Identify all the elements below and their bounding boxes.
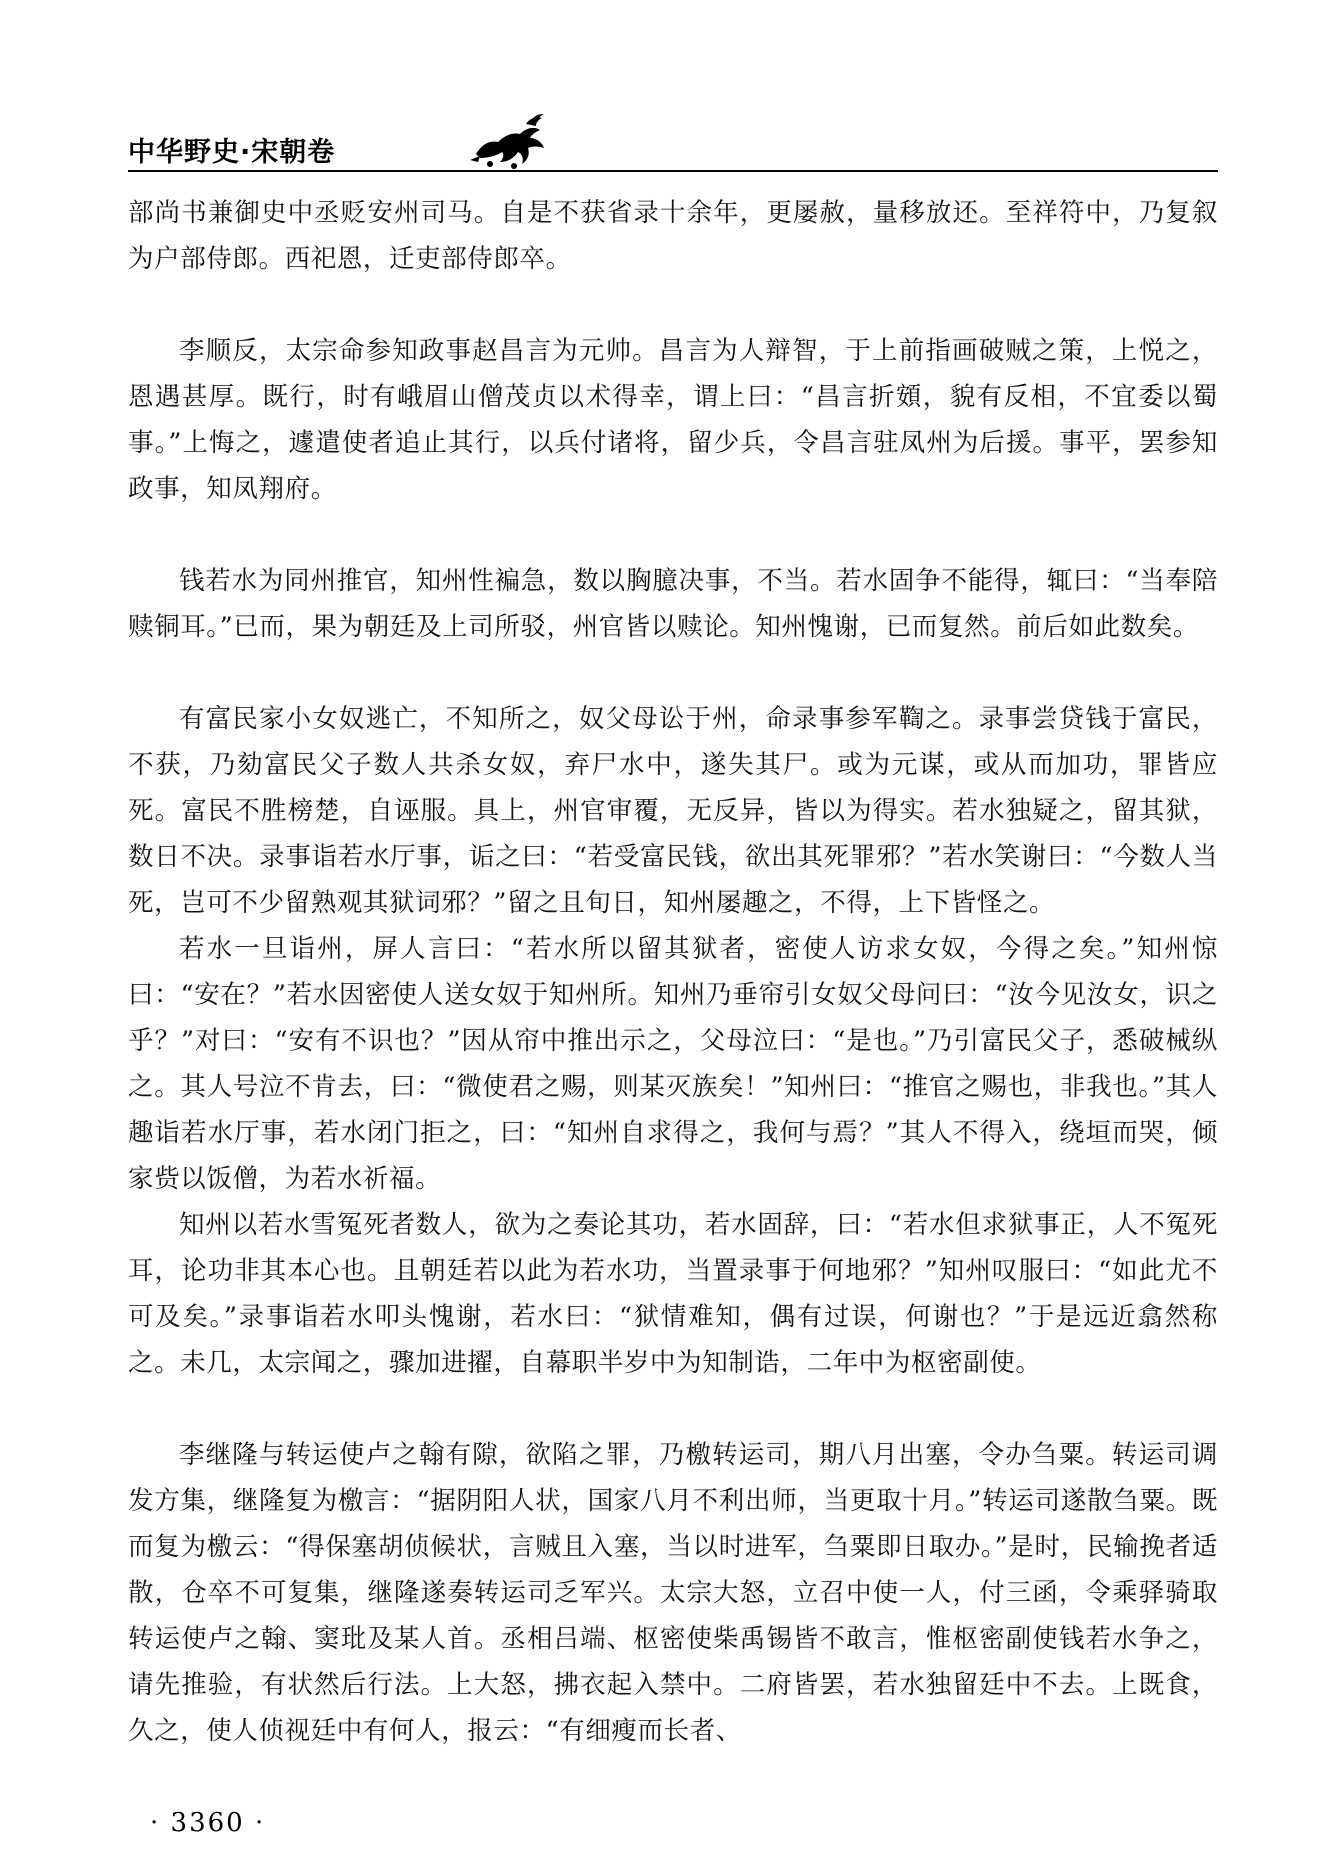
paragraph: 知州以若水雪冤死者数人，欲为之奏论其功，若水固辞，曰：“若水但求狱事正，人不冤死耳，论功非其本心也。且朝廷若以此为若水功，当置录事于何地邪？”知州叹服曰：“如此尤不可及矣。”录事诣若水叩头愧谢，若水曰：“狱情难知，偶有过误，何谢也？”于是远近翕然称之。未几，太宗闻之，骤加进擢，自幕职半岁中为知制诰，二年中为枢密副使。 bbox=[128, 1210, 1218, 1378]
book-title: 中华野史·宋朝卷 bbox=[128, 137, 336, 168]
paragraph: 钱若水为同州推官，知州性褊急，数以胸臆决事，不当。若水固争不能得，辄曰：“当奉陪赎铜耳。”已而，果为朝廷及上司所驳，州官皆以赎论。知州愧谢，已而复然。前后如此数矣。 bbox=[128, 566, 1218, 642]
paragraph: 有富民家小女奴逃亡，不知所之，奴父母讼于州，命录事参军鞫之。录事尝贷钱于富民，不获，乃劾富民父子数人共杀女奴，弃尸水中，遂失其尸。或为元谋，或从而加功，罪皆应死。富民不胜榜楚，自诬服。具上，州官审覆，无反异，皆以为得实。若水独疑之，留其狱，数日不决。录事诣若水厅事，诟之曰：“若受富民钱，欲出其死罪邪？”若水笑谢曰：“今数人当死，岂可不少留熟观其狱词邪？”留之且旬日，知州屡趣之，不得，上下皆怪之。 bbox=[128, 704, 1218, 918]
paragraph: 若水一旦诣州，屏人言曰：“若水所以留其狱者，密使人访求女奴，今得之矣。”知州惊曰：“安在？”若水因密使人送女奴于知州所。知州乃垂帘引女奴父母问曰：“汝今见汝女，识之乎？”对曰：“安有不识也？”因从帘中推出示之，父母泣曰：“是也。”乃引富民父子，悉破械纵之。其人号泣不肯去，曰：“微使君之赐，则某灭族矣！”知州曰：“推官之赐也，非我也。”其人趣诣若水厅事，若水闭门拒之，曰：“知州自求得之，我何与焉？”其人不得入，绕垣而哭，倾家赀以饭僧，为若水祈福。 bbox=[128, 934, 1218, 1194]
paragraph: 李继隆与转运使卢之翰有隙，欲陷之罪，乃檄转运司，期八月出塞，令办刍粟。转运司调发方集，继隆复为檄言：“据阴阳人状，国家八月不利出师，当更取十月。”转运司遂散刍粟。既而复为檄云：“得保塞胡侦候状，言贼且入塞，当以时进军，刍粟即日取办。”是时，民输挽者适散，仓卒不可复集，继隆遂奏转运司乏军兴。太宗大怒，立召中使一人，付三函，令乘驿骑取转运使卢之翰、窦玭及某人首。丞相吕端、枢密使柴禹锡皆不敢言，惟枢密副使钱若水争之，请先推验，有状然后行法。上大怒，拂衣起入禁中。二府皆罢，若水独留廷中不去。上既食，久之，使人侦视廷中有何人，报云：“有细瘦而长者、 bbox=[128, 1440, 1218, 1746]
dragon-emblem-icon bbox=[468, 114, 552, 172]
page-header bbox=[128, 122, 1218, 178]
main-text bbox=[128, 190, 1218, 1754]
paragraph: 部尚书兼御史中丞贬安州司马。自是不获省录十余年，更屡赦，量移放还。至祥符中，乃复叙为户部侍郎。西祀恩，迁吏部侍郎卒。 bbox=[128, 198, 1218, 274]
header-rule bbox=[128, 170, 1218, 172]
paragraph: 李顺反，太宗命参知政事赵昌言为元帅。昌言为人辩智，于上前指画破贼之策，上悦之，恩遇甚厚。既行，时有峨眉山僧茂贞以术得幸，谓上曰：“昌言折頞，貌有反相，不宜委以蜀事。”上悔之，遽遣使者追止其行，以兵付诸将，留少兵，令昌言驻凤州为后援。事平，罢参知政事，知凤翔府。 bbox=[128, 336, 1218, 504]
page-number: · 3360 · bbox=[150, 1808, 266, 1838]
